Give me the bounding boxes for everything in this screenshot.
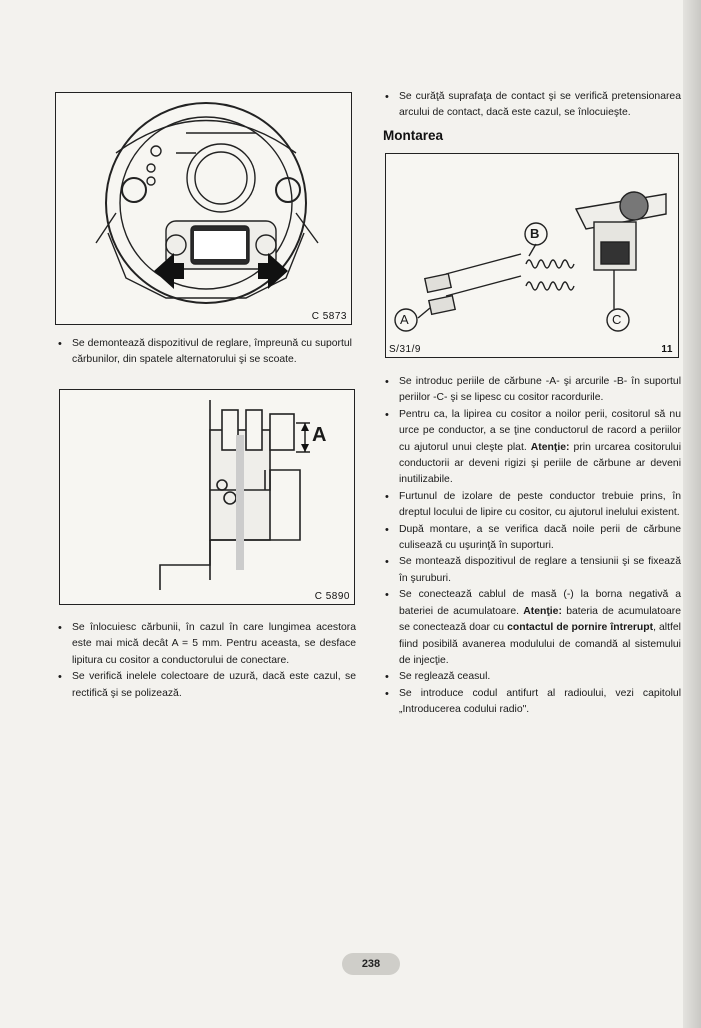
alternator-drawing [56, 93, 352, 325]
left-column-top [56, 336, 352, 369]
left-column-bottom [56, 620, 356, 702]
callout-label-b: B [530, 226, 540, 241]
list-item: • Se înlocuiesc cărbunii, în cazul în care lungimea acestora este mai mică decât A = 5 mm. Pentru aceasta, se desface lipitura cu cositor a conductorului de conectare. [56, 620, 356, 669]
figure-brush-holder [59, 389, 355, 605]
callout-label-c: C [612, 312, 622, 327]
page-edge-shadow [683, 0, 701, 1028]
list-item: • Furtunul de izolare de peste conductor trebuie prins, în dreptul locului de lipire cu cositor, cu ajutorul inelului existent. [383, 489, 681, 522]
figure-alternator [55, 92, 352, 325]
list-item: • Pentru ca, la lipirea cu cositor a noilor perii, cositorul să nu urce pe conductor, a se ţine conductorul de racord a periilor cu ajutorul unui cleşte plat. Atenţie: prin urcarea cositorului conductorii ar deveni rigizi şi periile de cărbune ar deveni inutilizabile. [383, 407, 681, 489]
list-item: • Se introduc periile de cărbune -A- şi arcurile -B- în suportul periilor -C- şi se lipesc cu cositor racordurile. [383, 374, 681, 407]
brush-holder-drawing [60, 390, 355, 605]
list-item: • Se montează dispozitivul de reglare a tensiunii şi se fixează în şuruburi. [383, 554, 681, 587]
list-item: • Se conectează cablul de masă (-) la borna negativă a bateriei de acumulatoare. Atenţie: bateria de acumulatoare se conectează doar cu contactul de pornire întrerupt, altfel fiind posibilă avanerea modulului de comandă al sistemului de injecţie. [383, 587, 681, 669]
brushes-drawing [386, 154, 679, 358]
figure-corner-code: 11 [661, 344, 673, 355]
figure-code: S/31/9 [389, 344, 421, 355]
list-item: • Se demontează dispozitivul de reglare, împreună cu suportul cărbunilor, din spatele alternatorului şi se scoate. [56, 336, 352, 369]
section-heading: Montarea [383, 128, 444, 143]
list-item: • Se reglează ceasul. [383, 669, 681, 685]
callout-label-a: A [400, 312, 409, 327]
list-item: • Se verifică inelele colectoare de uzură, dacă este cazul, se rectifică şi se polizează. [56, 669, 356, 702]
right-column-list [383, 374, 681, 719]
figure-brushes [385, 153, 679, 358]
dimension-label-a: A [312, 424, 327, 446]
list-item: • Se introduce codul antifurt al radioului, vezi capitolul „Introducerea codului radio". [383, 686, 681, 719]
right-column-intro [383, 89, 681, 122]
page-number: 238 [342, 953, 400, 975]
list-item: • Se curăţă suprafaţa de contact şi se verifică pretensionarea arcului de contact, dacă este cazul, se înlocuieşte. [383, 89, 681, 122]
figure-code: C 5890 [314, 591, 350, 602]
list-item: • După montare, a se verifica dacă noile perii de cărbune culisează cu uşurinţă în suporturi. [383, 522, 681, 555]
figure-code: C 5873 [311, 311, 347, 322]
